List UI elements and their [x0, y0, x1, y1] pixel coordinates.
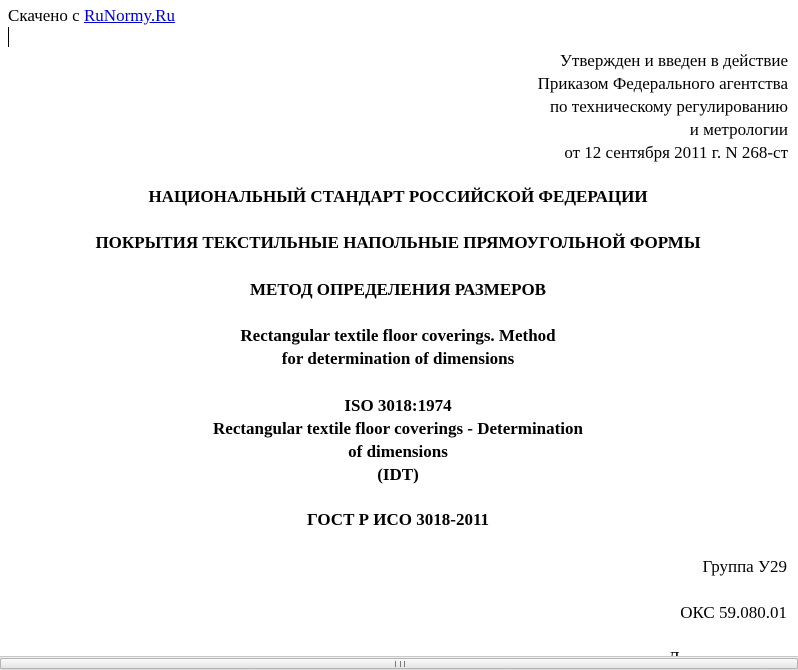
approval-line: Приказом Федерального агентства	[537, 74, 788, 93]
standard-title	[0, 231, 796, 254]
method-title-text: МЕТОД ОПРЕДЕЛЕНИЯ РАЗМЕРОВ	[249, 280, 547, 299]
approval-line: по техническому регулированию	[549, 97, 788, 116]
runormy-link[interactable]: RuNormy.Ru	[83, 6, 175, 25]
gost-designation-text: ГОСТ Р ИСО 3018-2011	[306, 510, 490, 529]
source-prefix: Скачено с	[8, 6, 84, 25]
english-title-line: Rectangular textile floor coverings. Method	[240, 326, 556, 345]
iso-title-line: of dimensions	[348, 442, 448, 461]
standard-heading-text: НАЦИОНАЛЬНЫЙ СТАНДАРТ РОССИЙСКОЙ ФЕДЕРАЦИИ	[148, 187, 648, 206]
grip-icon	[395, 661, 405, 667]
english-title	[0, 324, 796, 370]
standard-title-text: ПОКРЫТИЯ ТЕКСТИЛЬНЫЕ НАПОЛЬНЫЕ ПРЯМОУГОЛЬНОЙ ФОРМЫ	[95, 233, 701, 252]
horizontal-scrollbar[interactable]	[0, 656, 798, 670]
group-code: Группа У29	[702, 557, 787, 576]
approval-line: и метрологии	[689, 120, 788, 139]
oks-code: ОКС 59.080.01	[680, 603, 787, 622]
english-title-line: for determination of dimensions	[281, 349, 515, 368]
source-line	[8, 4, 175, 27]
standard-heading	[0, 185, 796, 208]
iso-title-line: Rectangular textile floor coverings - Determination	[213, 419, 583, 438]
method-title	[0, 278, 796, 301]
iso-code: ISO 3018:1974	[344, 396, 452, 415]
text-cursor	[8, 27, 9, 47]
approval-line: от 12 сентября 2011 г. N 268-ст	[564, 143, 788, 162]
scrollbar-thumb[interactable]	[0, 658, 798, 669]
gost-designation	[0, 508, 796, 531]
iso-block	[0, 394, 796, 486]
approval-line: Утвержден и введен в действие	[559, 51, 788, 70]
approval-block	[538, 49, 788, 164]
iso-degree: (IDT)	[377, 465, 419, 484]
